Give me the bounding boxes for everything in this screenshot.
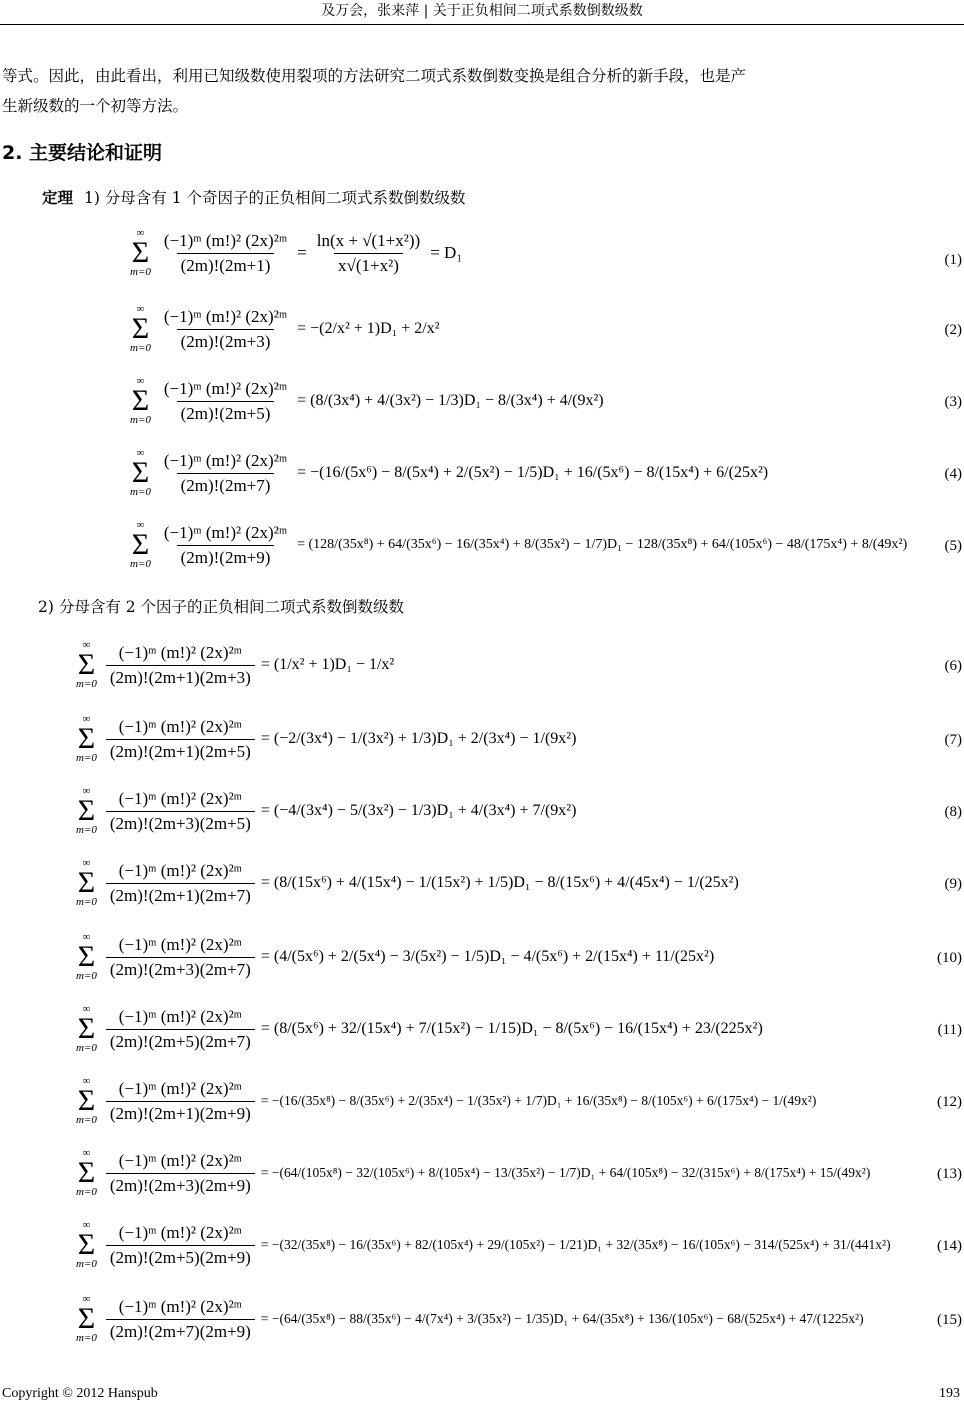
summation-symbol: ∞ Σ m=0 [76,1147,97,1198]
rhs-expression: = (−4/(3x⁴) − 5/(3x²) − 1/3)D₁ + 4/(3x⁴) + 7/(9x²) [260,802,577,819]
equation-number: (2) [944,322,962,338]
equation-number: (13) [937,1166,962,1182]
equation-body [76,1076,819,1126]
equation-number: (10) [937,950,962,966]
equation-1 [0,220,964,304]
summation-symbol: ∞ Σ m=0 [76,857,97,908]
equation-body [130,448,771,498]
equation-6 [0,634,964,704]
summation-symbol: ∞ Σ m=0 [76,1293,97,1344]
lhs-fraction: $\frac{\text{(−1)ᵐ (m!)² (2x)²ᵐ}}{(2m)!(2m+5)(2m+9)}$ [106,1223,255,1268]
rhs-expression: = (8/(15x⁶) + 4/(15x⁴) − 1/(15x²) + 1/5)D₁ − 8/(15x⁶) + 4/(45x⁴) − 1/(25x²) [260,874,739,891]
equation-number: (11) [937,1022,962,1038]
lhs-fraction: $\frac{\text{(−1)ᵐ (m!)² (2x)²ᵐ}}{(2m)!(2m+5)(2m+7)}$ [106,1007,255,1052]
equation-9 [0,852,964,922]
equation-3 [0,370,964,440]
equation-body [76,1220,894,1270]
summation-symbol: ∞ Σ m=0 [76,639,97,690]
equation-8 [0,780,964,850]
rhs-expression: = −(32/(35x⁸) − 16/(35x⁶) + 82/(105x⁴) + 29/(105x²) − 1/21)D₁ + 32/(35x⁸) − 16/(105x⁶) − 314/(525x⁴) + 31/(441x²) [260,1237,891,1252]
equation-14 [0,1214,964,1284]
equation-body [76,858,742,908]
rhs-expression: = (8/(5x⁶) + 32/(15x⁴) + 7/(15x²) − 1/15)D₁ − 8/(5x⁶) − 16/(15x⁴) + 23/(225x²) [260,1020,763,1037]
lhs-fraction: $\frac{\text{(−1)ᵐ (m!)² (2x)²ᵐ}}{(2m)!(2m+3)(2m+9)}$ [106,1151,255,1196]
summation-symbol: ∞ Σ m=0 [76,931,97,982]
rhs-expression: = (1/x² + 1)D₁ − 1/x² [260,656,395,673]
summation-symbol: ∞ Σ m=0 [76,713,97,764]
equation-number: (1) [944,252,962,268]
theorem-heading [42,186,466,208]
equation-4 [0,442,964,512]
header-rule [0,24,964,25]
summation-symbol: ∞ Σ m=0 [130,227,151,278]
equation-body [130,376,607,426]
lhs-fraction: $\frac{\text{(−1)ᵐ (m!)² (2x)²ᵐ}}{(2m)!(2m+9)}$ [163,522,288,567]
equation-body [76,1004,766,1054]
equation-body [76,714,579,764]
equation-body [76,932,717,982]
equation-2 [0,298,964,368]
summation-symbol: ∞ Σ m=0 [76,1003,97,1054]
summation-symbol: ∞ Σ m=0 [76,1219,97,1270]
summation-symbol: ∞ Σ m=0 [76,785,97,836]
equation-10 [0,926,964,996]
rhs-expression: = (8/(3x⁴) + 4/(3x²) − 1/3)D₁ − 8/(3x⁴) + 4/(9x²) [297,392,604,409]
equation-body [76,640,397,690]
intro-line-2: 生新级数的一个初等方法。 [2,97,189,115]
equation-body [130,304,443,354]
equation-body [130,520,910,570]
rhs-expression: = (4/(5x⁶) + 2/(5x⁴) − 3/(5x²) − 1/5)D₁ − 4/(5x⁶) + 2/(15x⁴) + 11/(25x²) [260,948,715,965]
rhs-expression: = −(64/(105x⁸) − 32/(105x⁶) + 8/(105x⁴) − 13/(35x²) − 1/7)D₁ + 64/(105x⁸) − 32/(315x⁶) + 8/(175x⁴) + 15/(49x²) [260,1165,871,1180]
lhs-fraction: $\frac{\text{(−1)ᵐ (m!)² (2x)²ᵐ}}{(2m)!(2m+5)}$ [163,378,288,423]
equation-body [76,1294,867,1344]
rhs-expression: = −(16/(5x⁶) − 8/(5x⁴) + 2/(5x²) − 1/5)D₁ + 16/(5x⁶) − 8/(15x⁴) + 6/(25x²) [297,464,769,481]
rhs-expression: = −(64/(35x⁸) − 88/(35x⁶) − 4/(7x⁴) + 3/(35x²) − 1/35)D₁ + 64/(35x⁸) + 136/(105x⁶) − 68/(525x⁴) + 47/(1225x²) [260,1311,864,1326]
summation-symbol: ∞ Σ m=0 [130,375,151,426]
equation-5 [0,514,964,584]
lhs-fraction: $\frac{\text{(−1)ᵐ (m!)² (2x)²ᵐ}}{(2m)!(2m+1)}$ [163,230,288,275]
rhs-expression: = (−2/(3x⁴) − 1/(3x²) + 1/3)D₁ + 2/(3x⁴) − 1/(9x²) [260,730,577,747]
equation-number: (8) [944,804,962,820]
summation-symbol: ∞ Σ m=0 [130,303,151,354]
theorem-item-1: 1) 分母含有 1 个奇因子的正负相间二项式系数倒数级数 [83,189,466,207]
summation-symbol: ∞ Σ m=0 [76,1075,97,1126]
equation-number: (12) [937,1094,962,1110]
equation-7 [0,708,964,778]
page-number: 193 [939,1386,960,1401]
summation-symbol: ∞ Σ m=0 [130,519,151,570]
equation-12 [0,1070,964,1140]
rhs-fraction: $\frac{\text{ln(x + √(1+x²))}}{\text{x√(1+x²)}}$ [316,230,421,275]
equation-number: (7) [944,732,962,748]
lhs-fraction: $\frac{\text{(−1)ᵐ (m!)² (2x)²ᵐ}}{(2m)!(2m+1)(2m+9)}$ [106,1079,255,1124]
equation-11 [0,998,964,1068]
lhs-fraction: $\frac{\text{(−1)ᵐ (m!)² (2x)²ᵐ}}{(2m)!(2m+1)(2m+3)}$ [106,643,255,688]
lhs-fraction: $\frac{\text{(−1)ᵐ (m!)² (2x)²ᵐ}}{(2m)!(2m+1)(2m+7)}$ [106,861,255,906]
equation-body [76,786,579,836]
equation-body: ∞ Σ m=0 $\frac{\text{(−1)ᵐ (m!)² (2x)²ᵐ}}{(2m)!(2m+1)}$ = $\frac{\text{ln(x + √(1+x²))}}{\text{x√(1+x²)}}$ = D₁ [130,227,463,278]
equation-13 [0,1142,964,1212]
equation-number: (3) [944,394,962,410]
equation-body [76,1148,873,1198]
equation-15 [0,1288,964,1358]
lhs-fraction: $\frac{\text{(−1)ᵐ (m!)² (2x)²ᵐ}}{(2m)!(2m+7)(2m+9)}$ [106,1297,255,1342]
lhs-fraction: $\frac{\text{(−1)ᵐ (m!)² (2x)²ᵐ}}{(2m)!(2m+3)(2m+5)}$ [106,789,255,834]
intro-line-1: 等式。因此，由此看出，利用已知级数使用裂项的方法研究二项式系数倒数变换是组合分析的新手段，也是产 [2,67,747,85]
lhs-fraction: $\frac{\text{(−1)ᵐ (m!)² (2x)²ᵐ}}{(2m)!(2m+3)}$ [163,306,288,351]
summation-symbol: ∞ Σ m=0 [130,447,151,498]
rhs-expression: = −(2/x² + 1)D₁ + 2/x² [297,320,440,337]
theorem-label: 定理 [42,189,74,207]
footer-copyright: Copyright © 2012 Hanspub [2,1386,158,1401]
theorem-item-2: 2) 分母含有 2 个因子的正负相间二项式系数倒数级数 [38,598,405,616]
section-title: 2. 主要结论和证明 [2,142,163,164]
lhs-fraction: $\frac{\text{(−1)ᵐ (m!)² (2x)²ᵐ}}{(2m)!(2m+3)(2m+7)}$ [106,935,255,980]
running-header: 及万会，张来萍 | 关于正负相间二项式系数倒数级数 [321,3,643,19]
rhs-expression: = −(16/(35x⁸) − 8/(35x⁶) + 2/(35x⁴) − 1/(35x²) + 1/7)D₁ + 16/(35x⁸) − 8/(105x⁶) + 6/(175x⁴) − 1/(49x²) [260,1093,817,1108]
equation-number: (4) [944,466,962,482]
equation-number: (5) [944,538,962,554]
equation-number: (15) [937,1312,962,1328]
lhs-fraction: $\frac{\text{(−1)ᵐ (m!)² (2x)²ᵐ}}{(2m)!(2m+7)}$ [163,450,288,495]
lhs-fraction: $\frac{\text{(−1)ᵐ (m!)² (2x)²ᵐ}}{(2m)!(2m+1)(2m+5)}$ [106,717,255,762]
equation-number: (14) [937,1238,962,1254]
equation-number: (9) [944,876,962,892]
rhs-expression: = (128/(35x⁸) + 64/(35x⁶) − 16/(35x⁴) + 8/(35x²) − 1/7)D₁ − 128/(35x⁸) + 64/(105x⁶) − 48/(175x⁴) + 8/(49x²) [297,537,908,552]
equation-number: (6) [944,658,962,674]
